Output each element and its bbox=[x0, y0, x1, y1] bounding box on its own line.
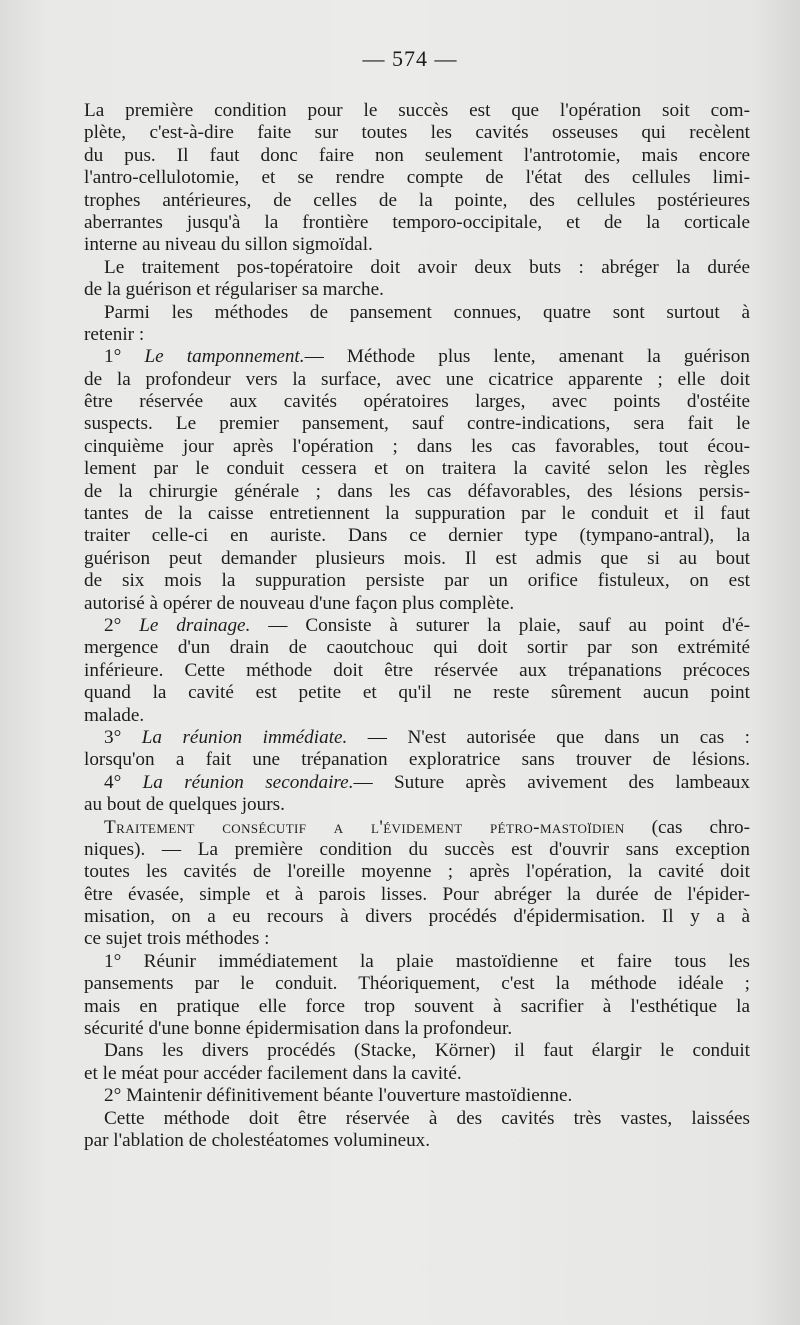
text-line: guérison peut demander plusieurs mois. Il est admis que si au bout bbox=[84, 547, 750, 569]
text-line: au bout de quelques jours. bbox=[84, 794, 285, 816]
text-line: toutes les cavités de l'oreille moyenne ; après l'opération, la cavité doit bbox=[84, 861, 750, 883]
small-caps-heading: Traitement consécutif a l'évidement pétro-mastoïdien bbox=[104, 816, 625, 838]
text-line: suspects. Le premier pansement, sauf contre-indications, sera fait le bbox=[84, 413, 750, 435]
text-line: Dans les divers procédés (Stacke, Körner) il faut élargir le conduit bbox=[104, 1040, 750, 1062]
text-line bbox=[84, 817, 750, 839]
text-line: l'antro-cellulotomie, et se rendre compte de l'état des cellules limi- bbox=[84, 167, 750, 189]
text-line: lement par le conduit cessera et on traitera la cavité selon les règles bbox=[84, 458, 750, 480]
text-span: 1° bbox=[104, 346, 145, 368]
text-line: traiter celle-ci en auriste. Dans ce dernier type (tympano-antral), la bbox=[84, 525, 750, 547]
italic-heading: Le tamponnement. bbox=[144, 346, 305, 368]
text-line: ce sujet trois méthodes : bbox=[84, 928, 270, 950]
text-line bbox=[84, 615, 750, 637]
page-number: — 574 — bbox=[362, 46, 458, 71]
italic-heading: La réunion immédiate. bbox=[141, 726, 348, 748]
text-line bbox=[84, 727, 750, 749]
text-line: être évasée, simple et à parois lisses. Pour abréger la durée de l'épider- bbox=[84, 883, 750, 905]
text-line: aberrantes jusqu'à la frontière temporo-occipitale, et de la corticale bbox=[84, 211, 750, 233]
text-line: du pus. Il faut donc faire non seulement l'antrotomie, mais encore bbox=[84, 144, 750, 166]
text-line: par l'ablation de cholestéatomes volumineux. bbox=[84, 1129, 431, 1151]
text-span: — N'est autorisée que dans un cas : bbox=[347, 726, 750, 748]
text-line: plète, c'est-à-dire faite sur toutes les cavités osseuses qui recèlent bbox=[84, 122, 750, 144]
text-line: de la chirurgie générale ; dans les cas défavorables, des lésions persis- bbox=[84, 480, 750, 502]
text-line: trophes antérieures, de celles de la pointe, des cellules postérieures bbox=[84, 189, 750, 211]
text-line: tantes de la caisse entretiennent la suppuration par le conduit et il faut bbox=[84, 503, 750, 525]
text-line: malade. bbox=[84, 704, 145, 726]
text-line: retenir : bbox=[84, 323, 145, 345]
text-line: misation, on a eu recours à divers procédés d'épidermisation. Il y a à bbox=[84, 906, 750, 928]
text-line: de six mois la suppuration persiste par un orifice fistuleux, on est bbox=[84, 570, 750, 592]
text-span: (cas chro- bbox=[624, 816, 751, 838]
text-line: mais en pratique elle force trop souvent à sacrifier à l'esthétique la bbox=[84, 995, 750, 1017]
text-span: 2° bbox=[104, 614, 140, 636]
text-span: 4° bbox=[104, 771, 143, 793]
text-line: Parmi les méthodes de pansement connues, quatre sont surtout à bbox=[104, 301, 750, 323]
text-line: inférieure. Cette méthode doit être réservée aux trépanations précoces bbox=[84, 659, 750, 681]
text-line: pansements par le conduit. Théoriquement, c'est la méthode idéale ; bbox=[84, 973, 750, 995]
italic-heading: La réunion secondaire. bbox=[142, 771, 354, 793]
text-line: La première condition pour le succès est que l'opération soit com- bbox=[84, 100, 750, 121]
text-line: Le traitement pos-topératoire doit avoir deux buts : abréger la durée bbox=[104, 256, 750, 278]
text-line bbox=[84, 346, 750, 368]
text-line: 2° Maintenir définitivement béante l'ouverture mastoïdienne. bbox=[104, 1085, 573, 1107]
text-span: — Méthode plus lente, amenant la guérison bbox=[304, 346, 750, 368]
text-span: — Suture après avivement des lambeaux bbox=[353, 771, 750, 793]
text-line: 1° Réunir immédiatement la plaie mastoïdienne et faire tous les bbox=[104, 950, 750, 972]
text-line: interne au niveau du sillon sigmoïdal. bbox=[84, 234, 373, 256]
body-text bbox=[84, 100, 750, 1152]
text-line: quand la cavité est petite et qu'il ne reste sûrement aucun point bbox=[84, 682, 750, 704]
italic-heading: Le drainage. bbox=[139, 614, 251, 636]
text-line: lorsqu'on a fait une trépanation exploratrice sans trouver de lésions. bbox=[84, 749, 750, 771]
text-line: de la guérison et régulariser sa marche. bbox=[84, 279, 384, 301]
text-span: — Consiste à suturer la plaie, sauf au point d'é- bbox=[250, 614, 750, 636]
text-line bbox=[84, 772, 750, 794]
text-span: 3° bbox=[104, 726, 142, 748]
text-line: et le méat pour accéder facilement dans la cavité. bbox=[84, 1062, 462, 1084]
text-line: Cette méthode doit être réservée à des cavités très vastes, laissées bbox=[104, 1107, 750, 1129]
text-line: niques). — La première condition du succès est d'ouvrir sans exception bbox=[84, 838, 750, 860]
text-line: être réservée aux cavités opératoires larges, avec points d'ostéite bbox=[84, 391, 750, 413]
text-line: mergence d'un drain de caoutchouc qui doit sortir par son extrémité bbox=[84, 637, 750, 659]
text-line: autorisé à opérer de nouveau d'une façon plus complète. bbox=[84, 592, 515, 614]
text-line: cinquième jour après l'opération ; dans les cas favorables, tout écou- bbox=[84, 435, 750, 457]
text-line: sécurité d'une bonne épidermisation dans la profondeur. bbox=[84, 1018, 513, 1040]
text-line: de la profondeur vers la surface, avec une cicatrice apparente ; elle doit bbox=[84, 368, 750, 390]
